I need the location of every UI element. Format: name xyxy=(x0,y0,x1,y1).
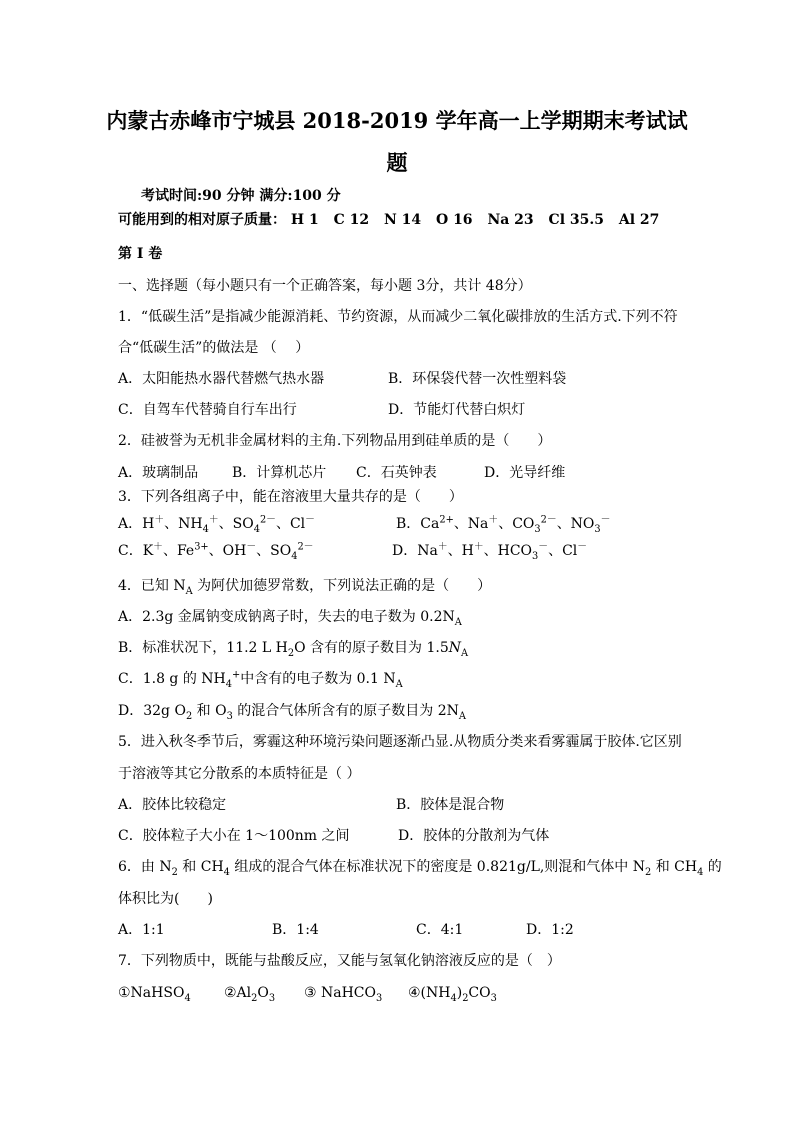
question-3-stem: 3．下列各组离子中，能在溶液里大量共存的是（ ） xyxy=(118,489,463,505)
title-line-2: 题 xyxy=(386,150,408,175)
q5-option-a: A．胶体比较稳定 xyxy=(118,797,227,813)
q2-option-c: C．石英钟表 xyxy=(356,465,437,481)
question-6-stem-line-2: 体积比为( ) xyxy=(118,891,213,907)
q1-option-a: A．太阳能热水器代替燃气热水器 xyxy=(118,371,325,387)
q7-item-4: $④(NH_4)_2CO_3$ xyxy=(408,985,497,1004)
q7-item-2: $②Al_2O_3$ xyxy=(224,985,276,1004)
q1-option-b: B．环保袋代替一次性塑料袋 xyxy=(388,371,567,387)
q3-option-a: A．H＋、$NH_4^+$、$SO_4^{2-}$、Cl－ xyxy=(118,514,315,535)
question-4-stem: 4．已知 $N_A$ 为阿伏加德罗常数，下列说法正确的是（ ） xyxy=(118,578,492,597)
q4-option-a: A．2.3g 金属钠变成钠离子时，失去的电子数为 $0.2N_A$ xyxy=(118,609,462,628)
question-1-stem-line-2: 合“低碳生活”的做法是 （ ） xyxy=(118,340,310,356)
q2-option-d: D．光导纤维 xyxy=(484,465,566,481)
title-line-1: 内蒙古赤峰市宁城县 2018-2019 学年高一上学期期末考试试 xyxy=(106,108,688,133)
q3-option-b: B．$Ca^{2+}$、Na＋、$CO_3^{2-}$、$NO_3^-$ xyxy=(396,514,611,535)
atomic-mass-item: O 16 xyxy=(436,212,473,228)
q2-option-b: B．计算机芯片 xyxy=(232,465,327,481)
question-2-stem: 2．硅被誉为无机非金属材料的主角.下列物品用到硅单质的是（ ） xyxy=(118,433,552,449)
q1-option-c: C．自驾车代替骑自行车出行 xyxy=(118,402,297,418)
q5-option-d: D．胶体的分散剂为气体 xyxy=(398,828,550,844)
q5-option-c: C．胶体粒子大小在 1～100nm 之间 xyxy=(118,828,350,844)
q6-option-b: B．1:4 xyxy=(272,922,319,938)
q1-option-d: D．节能灯代替白炽灯 xyxy=(388,402,526,418)
atomic-mass-label: 可能用到的相对原子质量： xyxy=(118,212,286,228)
q3-option-d: D．Na＋、H＋、$HCO_3^-$、Cl－ xyxy=(392,541,588,562)
question-1-stem-line-1: 1．“低碳生活”是指减少能源消耗、节约资源，从而减少二氧化碳排放的生活方式.下列不符 xyxy=(118,309,678,325)
question-7-stem: 7．下列物质中，既能与盐酸反应，又能与氢氧化钠溶液反应的是（ ） xyxy=(118,953,561,969)
q5-option-b: B．胶体是混合物 xyxy=(396,797,505,813)
q7-item-1: ①NaHSO$_4$ xyxy=(118,985,191,1004)
atomic-mass-item: H 1 xyxy=(290,212,319,228)
q4-option-d: D．32g $O_2$ 和 $O_3$ 的混合气体所含有的原子数目为 $2N_A$ xyxy=(118,703,466,722)
q6-option-c: C．4:1 xyxy=(416,922,464,938)
q2-option-a: A．玻璃制品 xyxy=(118,465,199,481)
exam-title xyxy=(100,100,694,184)
q6-option-d: D．1:2 xyxy=(526,922,574,938)
q6-option-a: A．1:1 xyxy=(118,922,165,938)
atomic-mass-item: C 12 xyxy=(333,212,370,228)
question-5-stem-line-2: 于溶液等其它分散系的本质特征是（ ） xyxy=(118,766,361,782)
atomic-mass-item: N 14 xyxy=(383,212,422,228)
question-5-stem-line-1: 5．进入秋冬季节后，雾霾这种环境污染问题逐渐凸显.从物质分类来看雾霾属于胶体.它区别 xyxy=(118,734,682,750)
volume-heading: 第 I 卷 xyxy=(118,246,163,262)
question-6-stem-line-1: 6．由 $N_2$ 和 $CH_4$ 组成的混合气体在标准状况下的密度是 0.821g/L,则混和气体中 $N_2$ 和 $CH_4$ 的 xyxy=(118,859,722,878)
atomic-mass-line xyxy=(118,210,669,230)
q4-option-c: C．1.8 g 的 $NH_4^+$中含有的电子数为 0.1 $N_A$ xyxy=(118,669,403,690)
section-heading: 一、选择题（每小题只有一个正确答案，每小题 3分，共计 48分） xyxy=(118,278,532,294)
exam-info: 考试时间:90 分钟 满分:100 分 xyxy=(141,188,341,204)
atomic-mass-item: Cl 35.5 xyxy=(548,212,604,228)
atomic-mass-item: Na 23 xyxy=(487,212,534,228)
atomic-mass-item: Al 27 xyxy=(618,212,660,228)
q7-item-3: ③ NaHCO$_3$ xyxy=(304,985,383,1004)
q4-option-b: B．标准状况下，11.2 L $H_2O$ 含有的原子数目为 $1.5N_A$ xyxy=(118,640,469,659)
q3-option-c: C．K＋、$Fe^{3+}$、OH－、$SO_4^{2-}$ xyxy=(118,541,314,562)
